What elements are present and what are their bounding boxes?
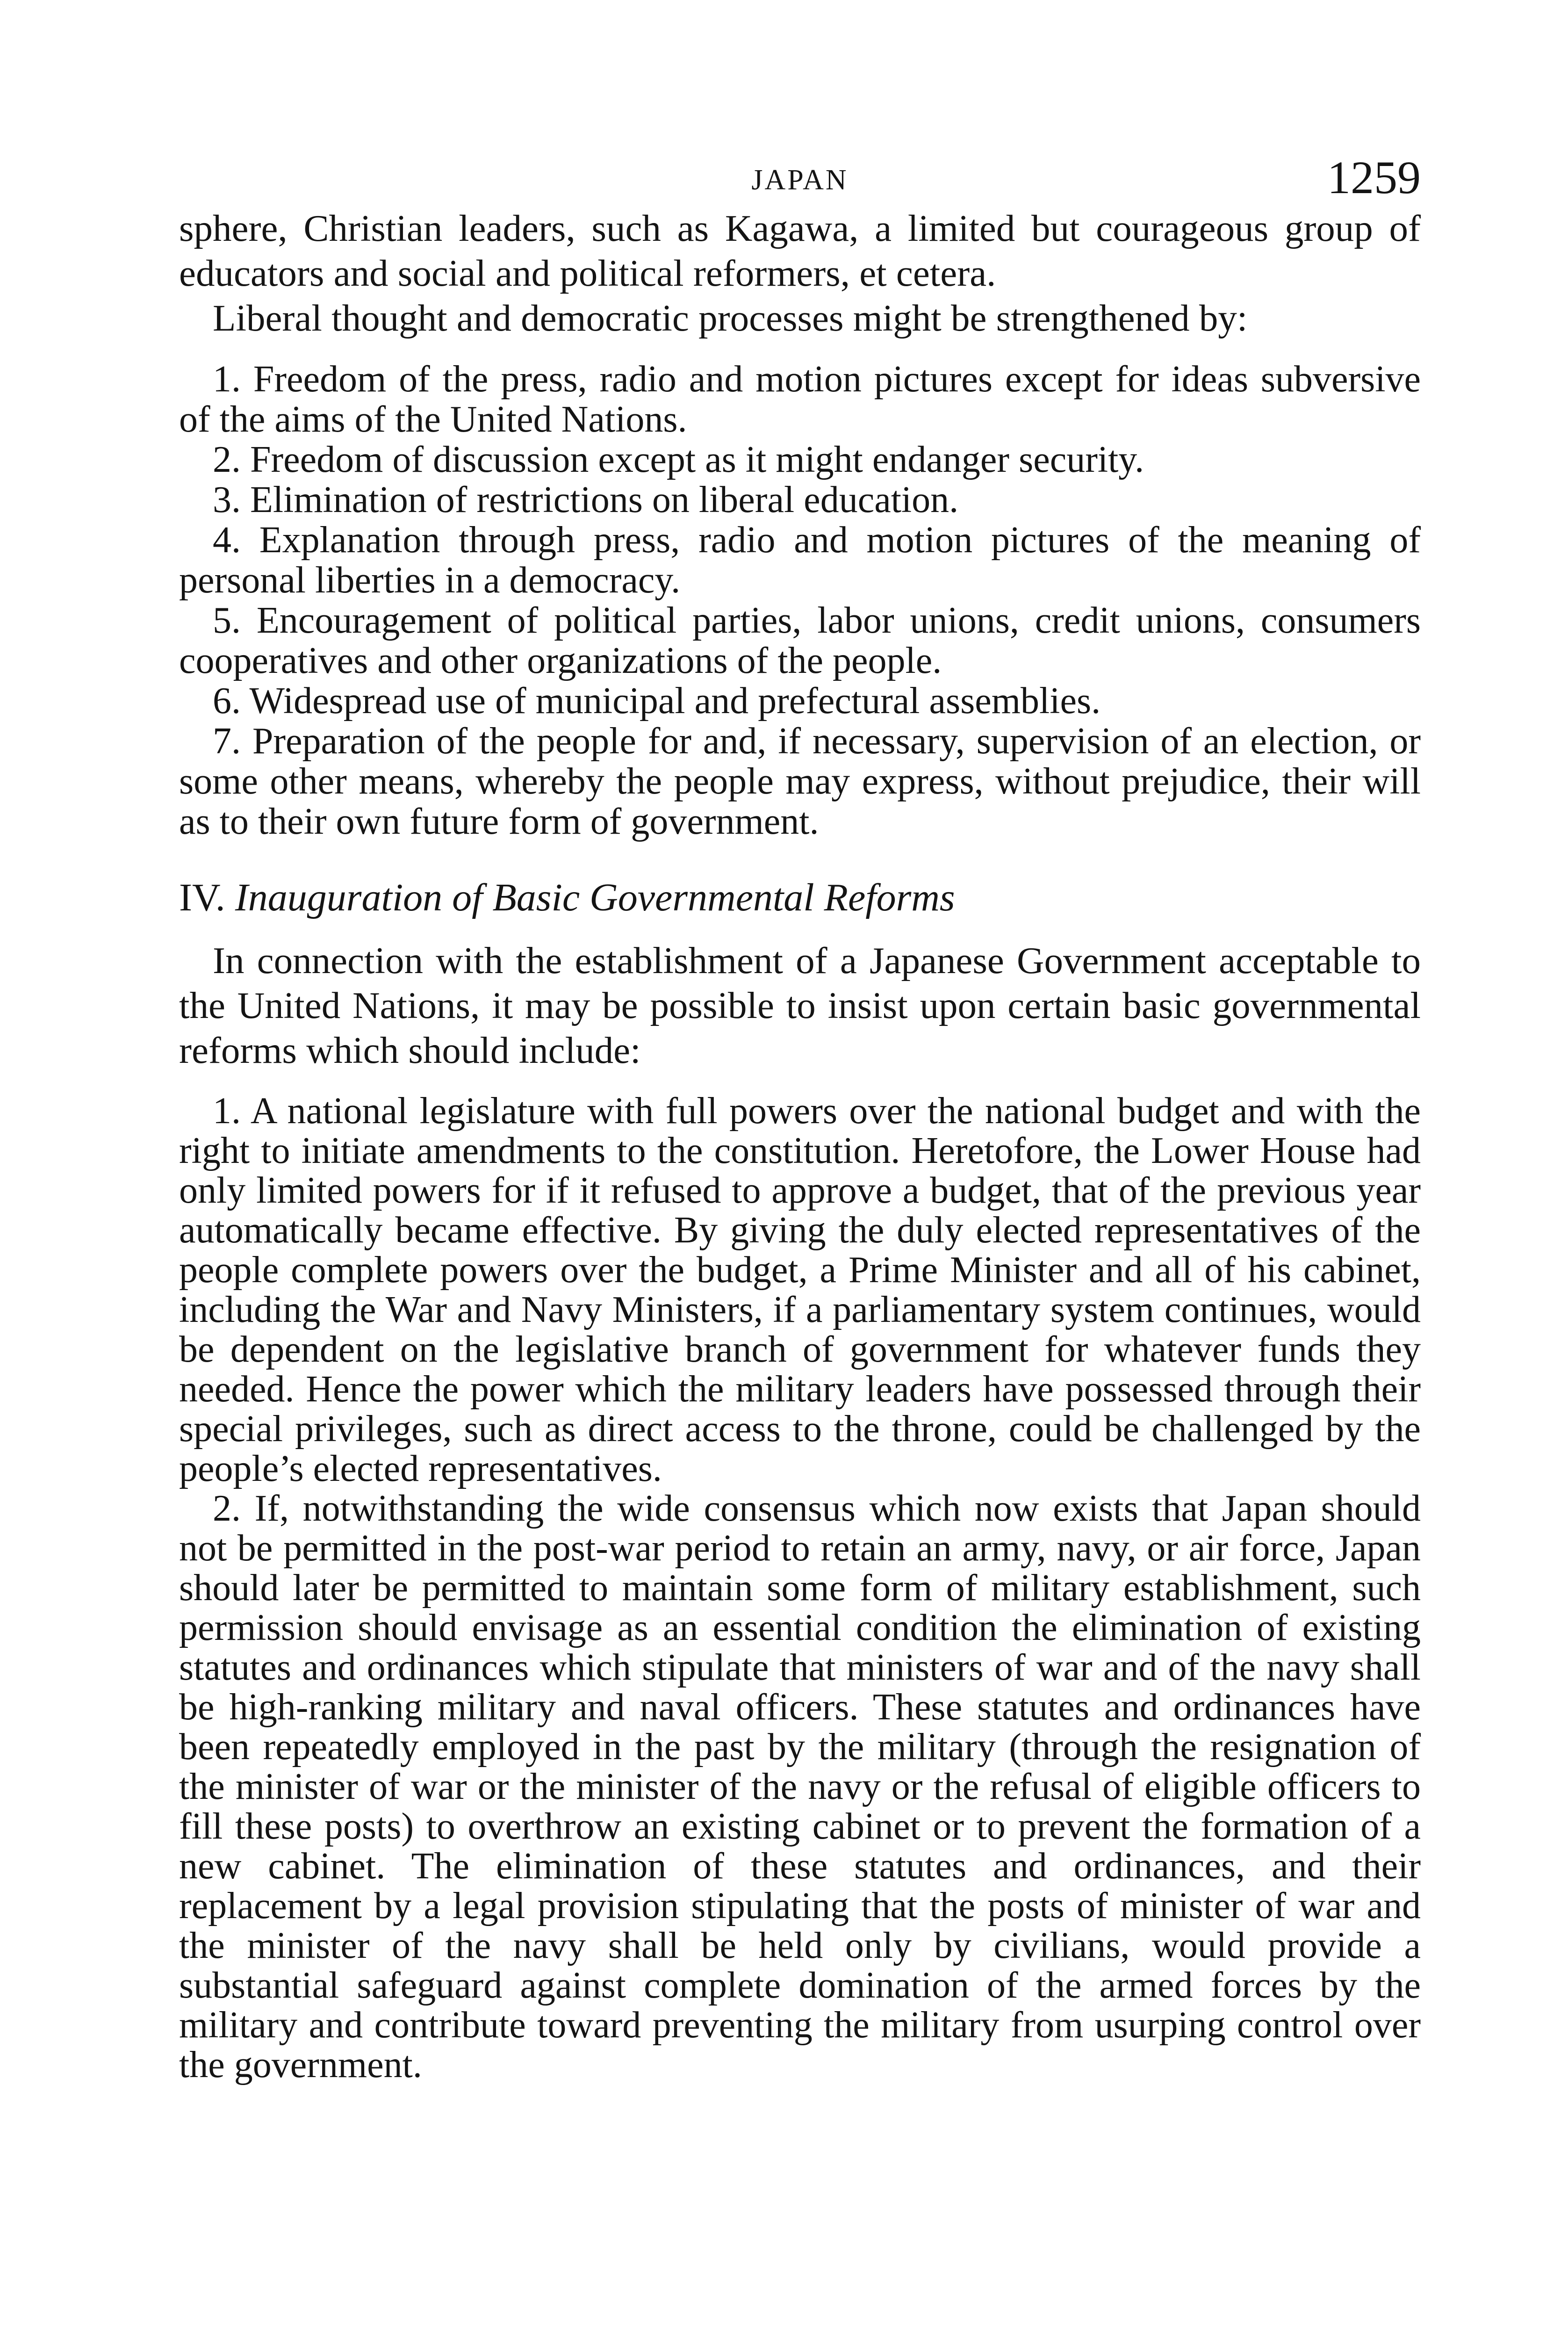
reforms-list <box>179 1091 1421 2085</box>
section-title: Inauguration of Basic Governmental Reforms <box>235 876 955 919</box>
section-numeral: IV. <box>179 876 225 919</box>
list-item: 3. Elimination of restrictions on liberal education. <box>213 479 959 520</box>
list-item: 2. If, notwithstanding the wide consensus which now exists that Japan should not be permitted in the post-war period to retain an army, navy, or air force, Japan should later be permitted to maintain some form of military establishment, such permission should envisage as an essential condition the elimination of existing statutes and ordinances which stipulate that ministers of war and of the navy shall be high-ranking military and naval officers. These statutes and ordinances have been repeatedly employed in the past by the military (through the resignation of the minister of war or the minister of the navy or the refusal of eligible officers to fill these posts) to overthrow an existing cabinet or to prevent the formation of a new cabinet. The elimination of these statutes and ordinances, and their replacement by a legal provision stipulating that the posts of minister of war and the minister of the navy shall be held only by civilians, would provide a substantial safeguard against complete domination of the armed forces by the military and contribute toward preventing the military from usurping control over the government. <box>179 1488 1421 2085</box>
list-item: 6. Widespread use of municipal and prefectural assemblies. <box>213 680 1101 722</box>
paragraph-continued: sphere, Christian leaders, such as Kagawa, a limited but courageous group of educators and social and political reformers, et cetera. <box>179 207 1421 294</box>
liberal-measures-list <box>179 359 1421 842</box>
section-intro-paragraph: In connection with the establishment of a Japanese Government acceptable to the United Nations, it may be possible to insist upon certain basic governmental reforms which should include: <box>179 939 1421 1071</box>
list-item: 2. Freedom of discussion except as it might endanger security. <box>213 439 1144 480</box>
list-item: 1. A national legislature with full powers over the national budget and with the right to initiate amendments to the constitution. Heretofore, the Lower House had only limited powers for if it refused to approve a budget, that of the previous year automatically became effective. By giving the duly elected representatives of the people complete powers over the budget, a Prime Minister and all of his cabinet, including the War and Navy Ministers, if a parliamentary system continues, would be dependent on the legislative branch of government for whatever funds they needed. Hence the power which the military leaders have possessed through their special privileges, such as direct access to the throne, could be challenged by the people’s elected representatives. <box>179 1090 1421 1489</box>
list-item: 7. Preparation of the people for and, if necessary, supervision of an election, or some other means, whereby the people may express, without prejudice, their will as to their own future form of government. <box>179 721 1421 842</box>
document-page <box>179 154 1421 2085</box>
page-number: 1259 <box>1327 152 1421 203</box>
list-item: 4. Explanation through press, radio and motion pictures of the meaning of personal liberties in a democracy. <box>179 520 1421 601</box>
list-item: 1. Freedom of the press, radio and motion pictures except for ideas subversive of the aims of the United Nations. <box>179 359 1421 440</box>
paragraph-liberal-intro: Liberal thought and democratic processes might be strengthened by: <box>213 297 1248 339</box>
section-heading <box>179 875 1421 920</box>
running-head <box>179 154 1421 206</box>
running-title: JAPAN <box>751 164 849 196</box>
list-item: 5. Encouragement of political parties, labor unions, credit unions, consumers cooperatives and other organizations of the people. <box>179 600 1421 681</box>
